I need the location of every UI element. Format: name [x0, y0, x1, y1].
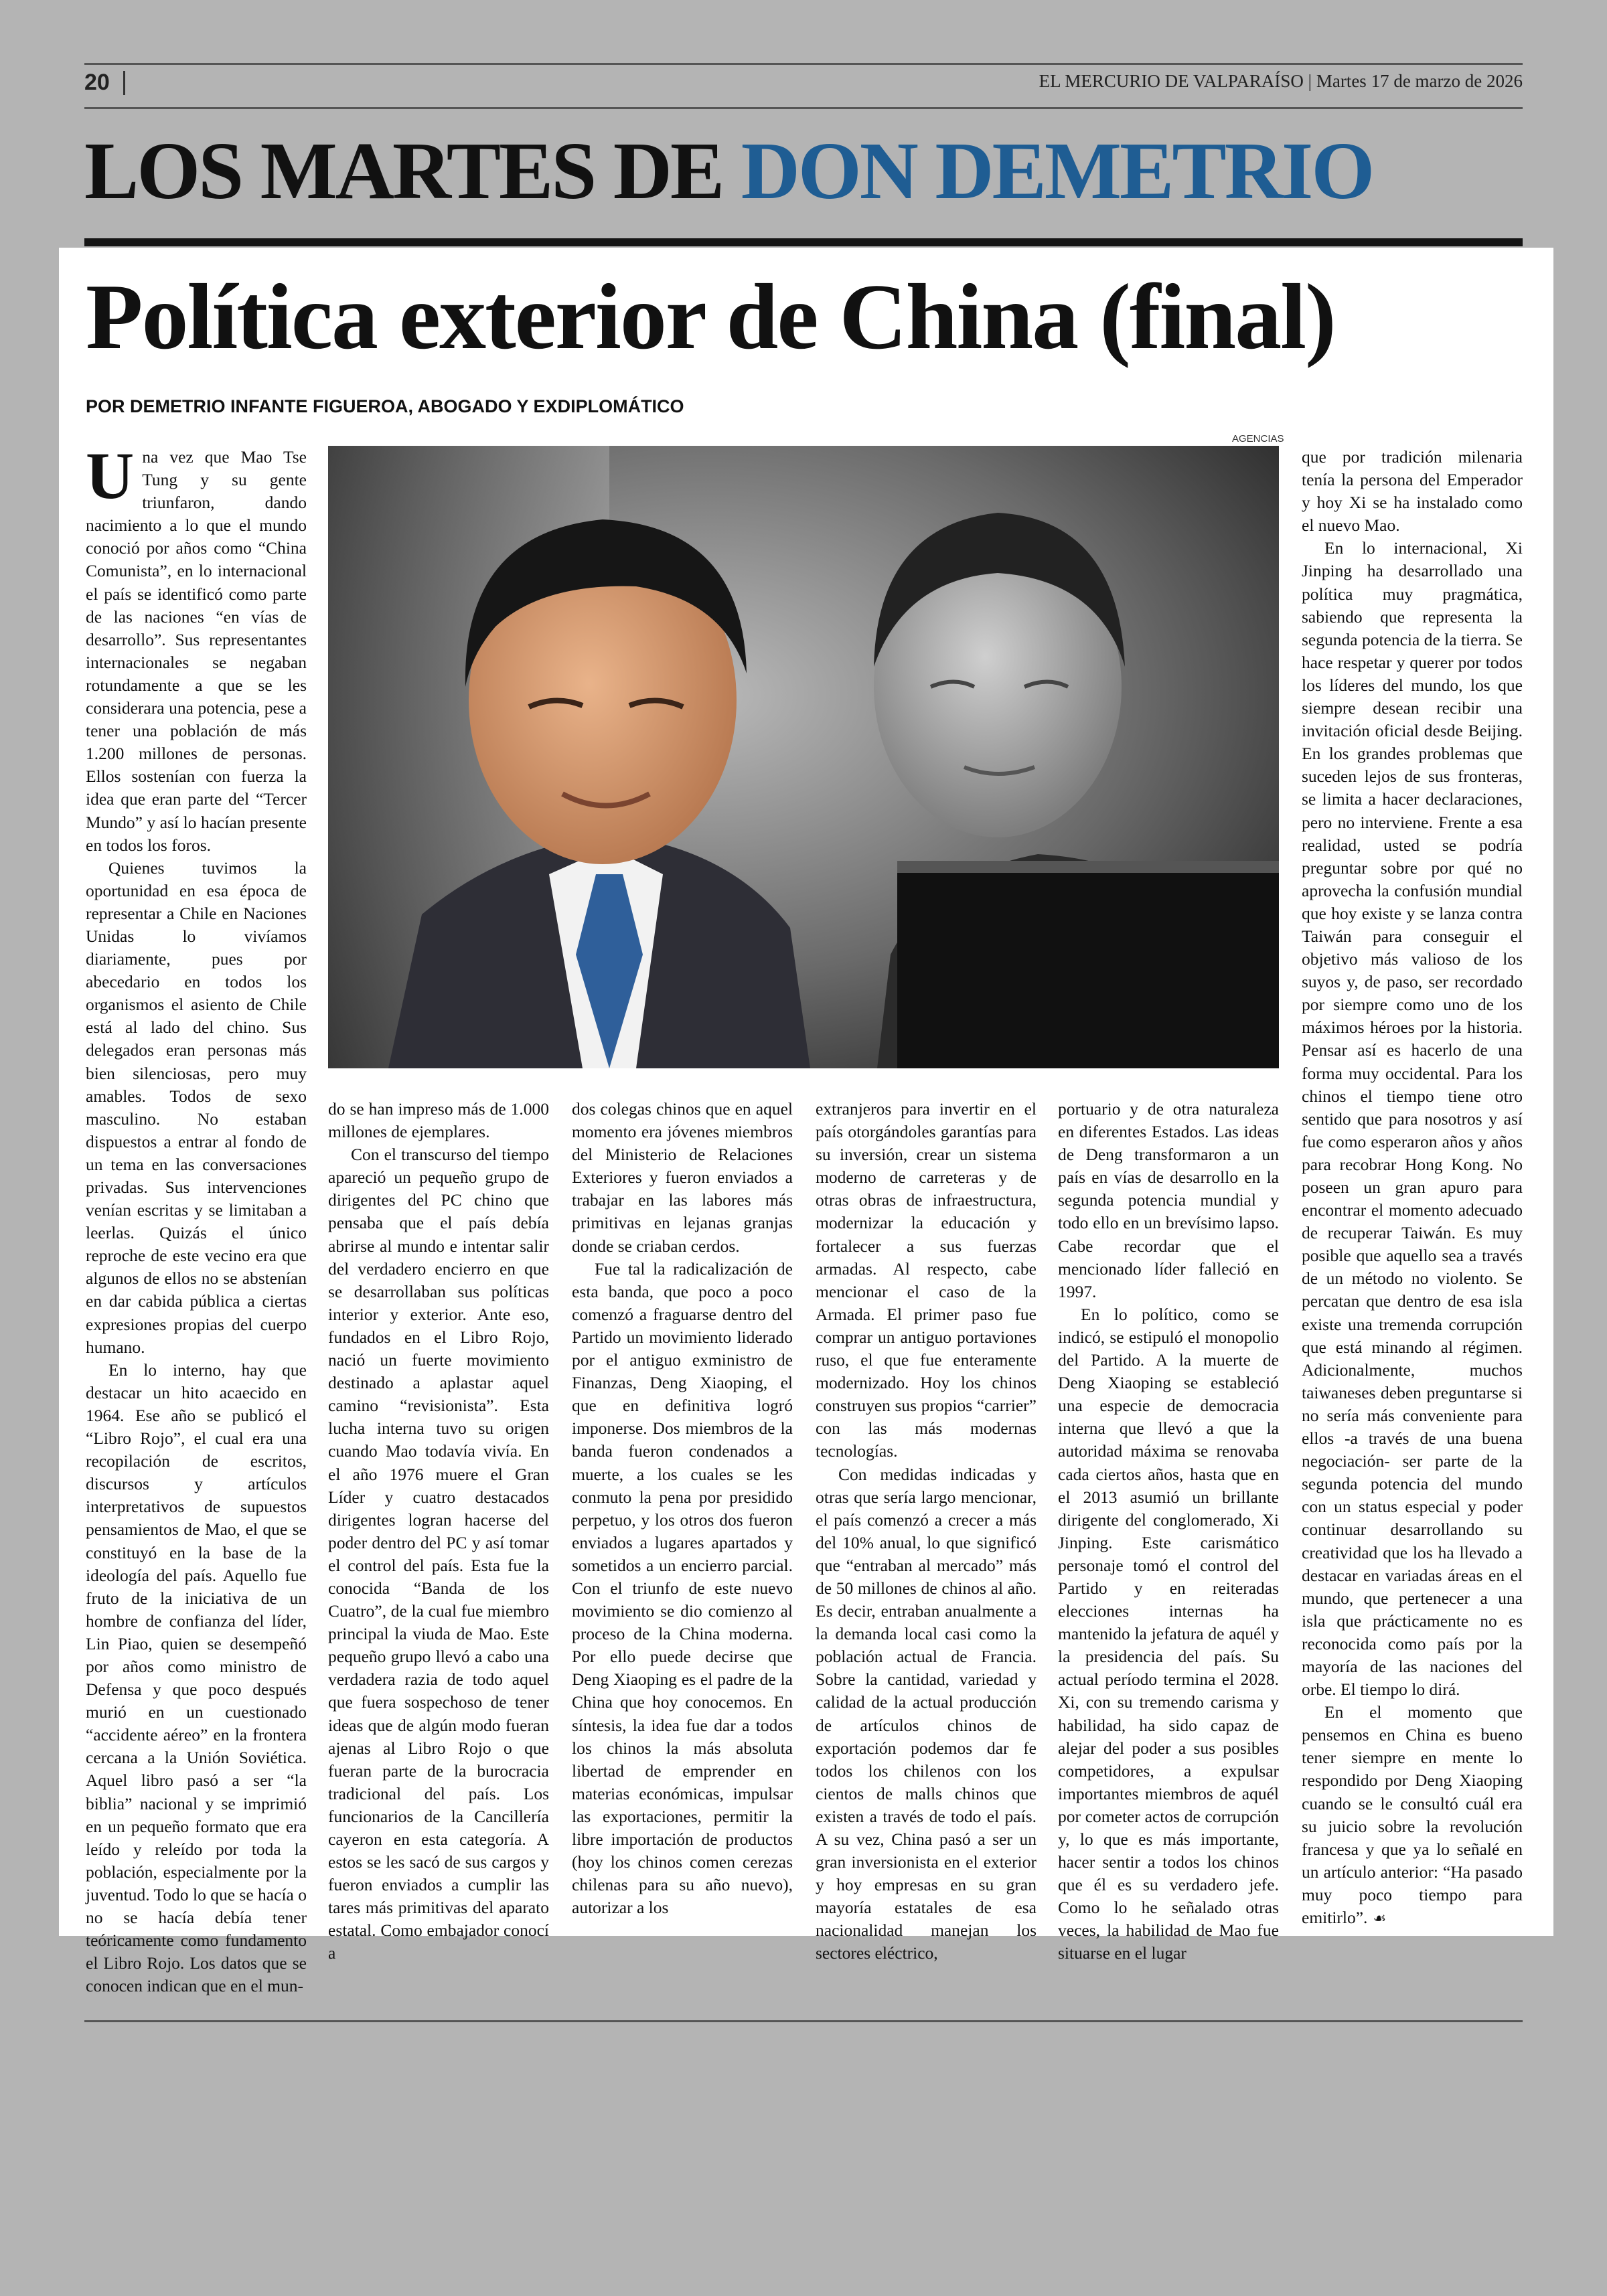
paragraph: En el momento que pensemos en China es bueno tener siempre en mente lo respondido por Deng Xiaoping cuando se le consultó cuál era su juicio sobre la revolución francesa y que ya lo señalé en un artículo anterior: “Ha pasado muy poco tiempo para emitirlo”.: [1302, 1702, 1523, 1927]
paragraph: Fue tal la radicalización de esta banda, que poco a poco comenzó a fraguarse dentro del Partido un movimiento liderado por el antiguo exministro de Finanzas, Deng Xiaoping, el que en definitiva logró imponerse. Dos miembros de la banda fueron condenados a muerte, a los cuales se les conmuto la pena por presidido perpetuo, y los otros dos fueron enviados a lugares apartados y sometidos a un encierro parcial. Con el triunfo de este nuevo movimiento se dio comienzo al proceso de la China moderna. Por ello puede decirse que Deng Xiaoping es el padre de la China que hoy conocemos. En síntesis, la idea fue dar a todos los chinos la más absoluta libertad de emprender en materias económicas, impulsar las exportaciones, permitir la libre importación de productos (hoy los chinos comen cerezas chilenas para su año nuevo), autorizar a los: [572, 1258, 793, 1918]
paragraph: na vez que Mao Tse Tung y su gente triunfaron, dando nacimiento a lo que el mundo conoció por años como “China Comunista”, en lo internacional el país se identificó como parte de las naciones “en vías de desarrollo”. Sus representantes internacionales se negaban rotundamente a que se les considerara una potencia, pese a tener una población de más 1.200 millones de personas. Ellos sostenían con fuerza la idea que eran parte del “Tercer Mundo” y así lo hacían presente en todos los foros.: [86, 447, 307, 855]
paragraph: En lo político, como se indicó, se estipuló el monopolio del Partido. A la muerte de Deng Xiaoping se estableció una especie de democracia interna que llevó a que la autoridad máxima se renovaba cada ciertos años, hasta que en el 2013 asumió un brillante dirigente del conglomerado, Xi Jinping. Este carismático personaje tomó el control del Partido y en reiteradas elecciones internas ha mantenido la jefatura de aquél y la presidencia del país. Su actual período termina el 2028. Xi, con su tremendo carisma y habilidad, ha sido capaz de alejar del poder a sus posibles competidores, a expulsar importantes miembros de aquél por cometer actos de corrupción y, lo que es más importante, hacer sentir a todos los chinos que él es su verdadero jefe. Como lo he señalado otras veces, la habilidad de Mao fue situarse en el lugar: [1058, 1304, 1279, 1963]
masthead-info: EL MERCURIO DE VALPARAÍSO | Martes 17 de marzo de 2026: [1039, 71, 1523, 91]
paragraph: Con medidas indicadas y otras que sería largo mencionar, el país comenzó a crecer a más del 10% anual, lo que significó que “entraban al mercado” más de 50 millones de chinos al año. Es decir, entraban anualmente a la demanda local casi como la población actual de Francia. Sobre la cantidad, variedad y calidad de la actual producción de artículos chinos de exportación podemos dar fe todos los chilenos con los cientos de malls chinos que existen a través de todo el país. A su vez, China pasó a ser un gran inversionista en el exterior y hoy empresas en su gran mayoría estatales de esa nacionalidad manejan los sectores eléctrico,: [816, 1464, 1037, 1963]
text-column-4: [816, 1098, 1037, 1963]
drop-cap: U: [86, 438, 135, 513]
paragraph: portuario y de otra naturaleza en diferentes Estados. Las ideas de Deng transformaron a un país en vías de desarrollo en la segunda potencia mundial y todo ello en un brevísimo lapso. Cabe recordar que el mencionado líder falleció en 1997.: [1058, 1099, 1279, 1301]
byline: POR DEMETRIO INFANTE FIGUEROA, ABOGADO Y EXDIPLOMÁTICO: [86, 396, 684, 416]
paragraph: dos colegas chinos que en aquel momento era jóvenes miembros del Ministerio de Relaciones Exteriores y fueron enviados a trabajar en las labores más primitivas en lejanas granjas donde se criaban cerdos.: [572, 1099, 793, 1256]
paragraph: Quienes tuvimos la oportunidad en esa época de representar a Chile en Naciones Unidas lo vivíamos diariamente, pues por abecedario en todos los organismos el asiento de Chile está al lado del chino. Sus delegados eran personas más bien silenciosas, pero muy amables. Todos de sexo masculino. No estaban dispuestos a entrar al fondo de un tema en las conversaciones privadas. Sus intervenciones venían escritas y se limitaban a leerlas. Quizás el único reproche de este vecino era que algunos de ellos no se abstenían en dar cabida pública a ciertas expresiones propias del cuerpo humano.: [86, 857, 307, 1357]
paragraph: En lo internacional, Xi Jinping ha desarrollado una política muy pragmática, sabiendo que representa la segunda potencia de la tierra. Se hace respetar y querer por todos los líderes del mundo, los que siempre desean recibir una invitación oficial desde Beijing. En los grandes problemas que suceden lejos de sus fronteras, se limita a hacer declaraciones, pero no interviene. Frente a esa realidad, usted se podría preguntar sobre por qué no aprovecha la confusión mundial que hoy existe y se lanza contra Taiwán para conseguir el objetivo más valioso de los suyos y, de paso, ser recordado por siempre como uno de los máximos héroes por la historia. Pensar así es hacerlo de una forma muy occidental. Para los chinos el tiempo tiene otro sentido que para nosotros y así fue como esperaron años y años para recobrar Hong Kong. No poseen un gran apuro para encontrar el momento adecuado de recuperar Taiwán. Es muy posible que aquello sea a través de un método no violento. Se percatan que dentro de esa isla existe una tremenda corrupción que está minando al régimen. Adicionalmente, muchos taiwaneses deben preguntarse si no sería más conveniente para ellos -a través de una buena negociación- ser parte de la segunda potencia del mundo con un status especial y poder continuar desarrollando su creatividad que los ha llevado a destacar en variadas áreas en el mundo, que pertenecer a una isla que prácticamente no es reconocida como país por la mayoría de las naciones del orbe. El tiempo lo dirá.: [1302, 538, 1523, 1700]
page-number-divider: [123, 71, 125, 95]
text-column-5: [1058, 1098, 1279, 1963]
section-title-part1: LOS MARTES DE: [84, 126, 723, 216]
headline: Política exterior de China (final): [86, 265, 1335, 369]
article: [59, 248, 1553, 1996]
section-title: [84, 126, 1523, 216]
text-column-3: [572, 1098, 793, 1916]
footer-rule: [84, 2020, 1523, 2022]
text-column-6: [1302, 446, 1523, 1927]
portrait-illustration: [328, 446, 1279, 1068]
section-title-part2: DON DEMETRIO: [741, 126, 1373, 216]
page-header: [84, 64, 1523, 102]
paragraph: que por tradición milenaria tenía la persona del Emperador y hoy Xi se ha instalado como el nuevo Mao.: [1302, 447, 1523, 536]
paragraph: En lo interno, hay que destacar un hito acaecido en 1964. Ese año se publicó el “Libro Rojo”, el cual era una recopilación de escritos, discursos y artículos interpretativos de supuestos pensamientos de Mao, el que se constituyó en la base de la ideología del país. Aquello fue fruto de la iniciativa de un hombre de confianza del líder, Lin Piao, quien se desempeñó por años como ministro de Defensa y que poco después murió en un cuestionado “accidente aéreo” en la frontera cercana a la Unión Soviética. Aquel libro pasó a ser “la biblia” nacional y se imprimió en un pequeño formato que era leído y releído por toda la población, especialmente por la juventud. Todo lo que se hacía o no se hacía debía tener teóricamente como fundamento el Libro Rojo. Los datos que se conocen indican que en el mun-: [86, 1360, 307, 1996]
photo-credit: AGENCIAS: [1232, 433, 1284, 444]
paragraph: extranjeros para invertir en el país otorgándoles garantías para su inversión, crear un sistema moderno de carreteras y de otras obras de infraestructura, modernizar la educación y fortalecer a sus fuerzas armadas. Al respecto, cabe mencionar el caso de la Armada. El primer paso fue comprar un antiguo portaviones ruso, el que fue enteramente modernizado. Hoy los chinos construyen sus propios “carrier” con las más modernas tecnologías.: [816, 1099, 1037, 1461]
paragraph: Con el transcurso del tiempo apareció un pequeño grupo de dirigentes del PC chino que pensaba que el país debía abrirse al mundo e intentar salir del verdadero encierro en que se desarrollaban sus políticas interior y exterior. Ante eso, fundados en el Libro Rojo, nació un fuerte movimiento destinado a aplastar aquel camino “revisionista”. Esta lucha interna tuvo su origen cuando Mao todavía vivía. En el año 1976 muere el Gran Líder y cuatro destacados dirigentes logran hacerse del poder dentro del PC y así tomar el control del país. Esta fue la conocida “Banda de los Cuatro”, de la cual fue miembro principal la viuda de Mao. Este pequeño grupo llevó a cabo una verdadera razia de todo aquel que fuera sospechoso de tener ideas que de algún modo fueran ajenas al Libro Rojo o que fueran parte de la burocracia tradicional del país. Los funcionarios de la Cancillería cayeron en esta categoría. A estos se les sacó de sus cargos y fueron enviados a cumplir las tares más primitivas del aparato estatal. Como embajador conocí a: [328, 1145, 549, 1963]
page-number: 20: [84, 70, 110, 95]
section-rule: [84, 238, 1523, 246]
paragraph: do se han impreso más de 1.000 millones de ejemplares.: [328, 1099, 549, 1142]
text-column-1: [86, 438, 307, 1996]
header-rule: [84, 107, 1523, 109]
end-mark: ☙: [1373, 1910, 1387, 1926]
article-photo: [328, 446, 1279, 1068]
text-column-2: [328, 1098, 549, 1963]
